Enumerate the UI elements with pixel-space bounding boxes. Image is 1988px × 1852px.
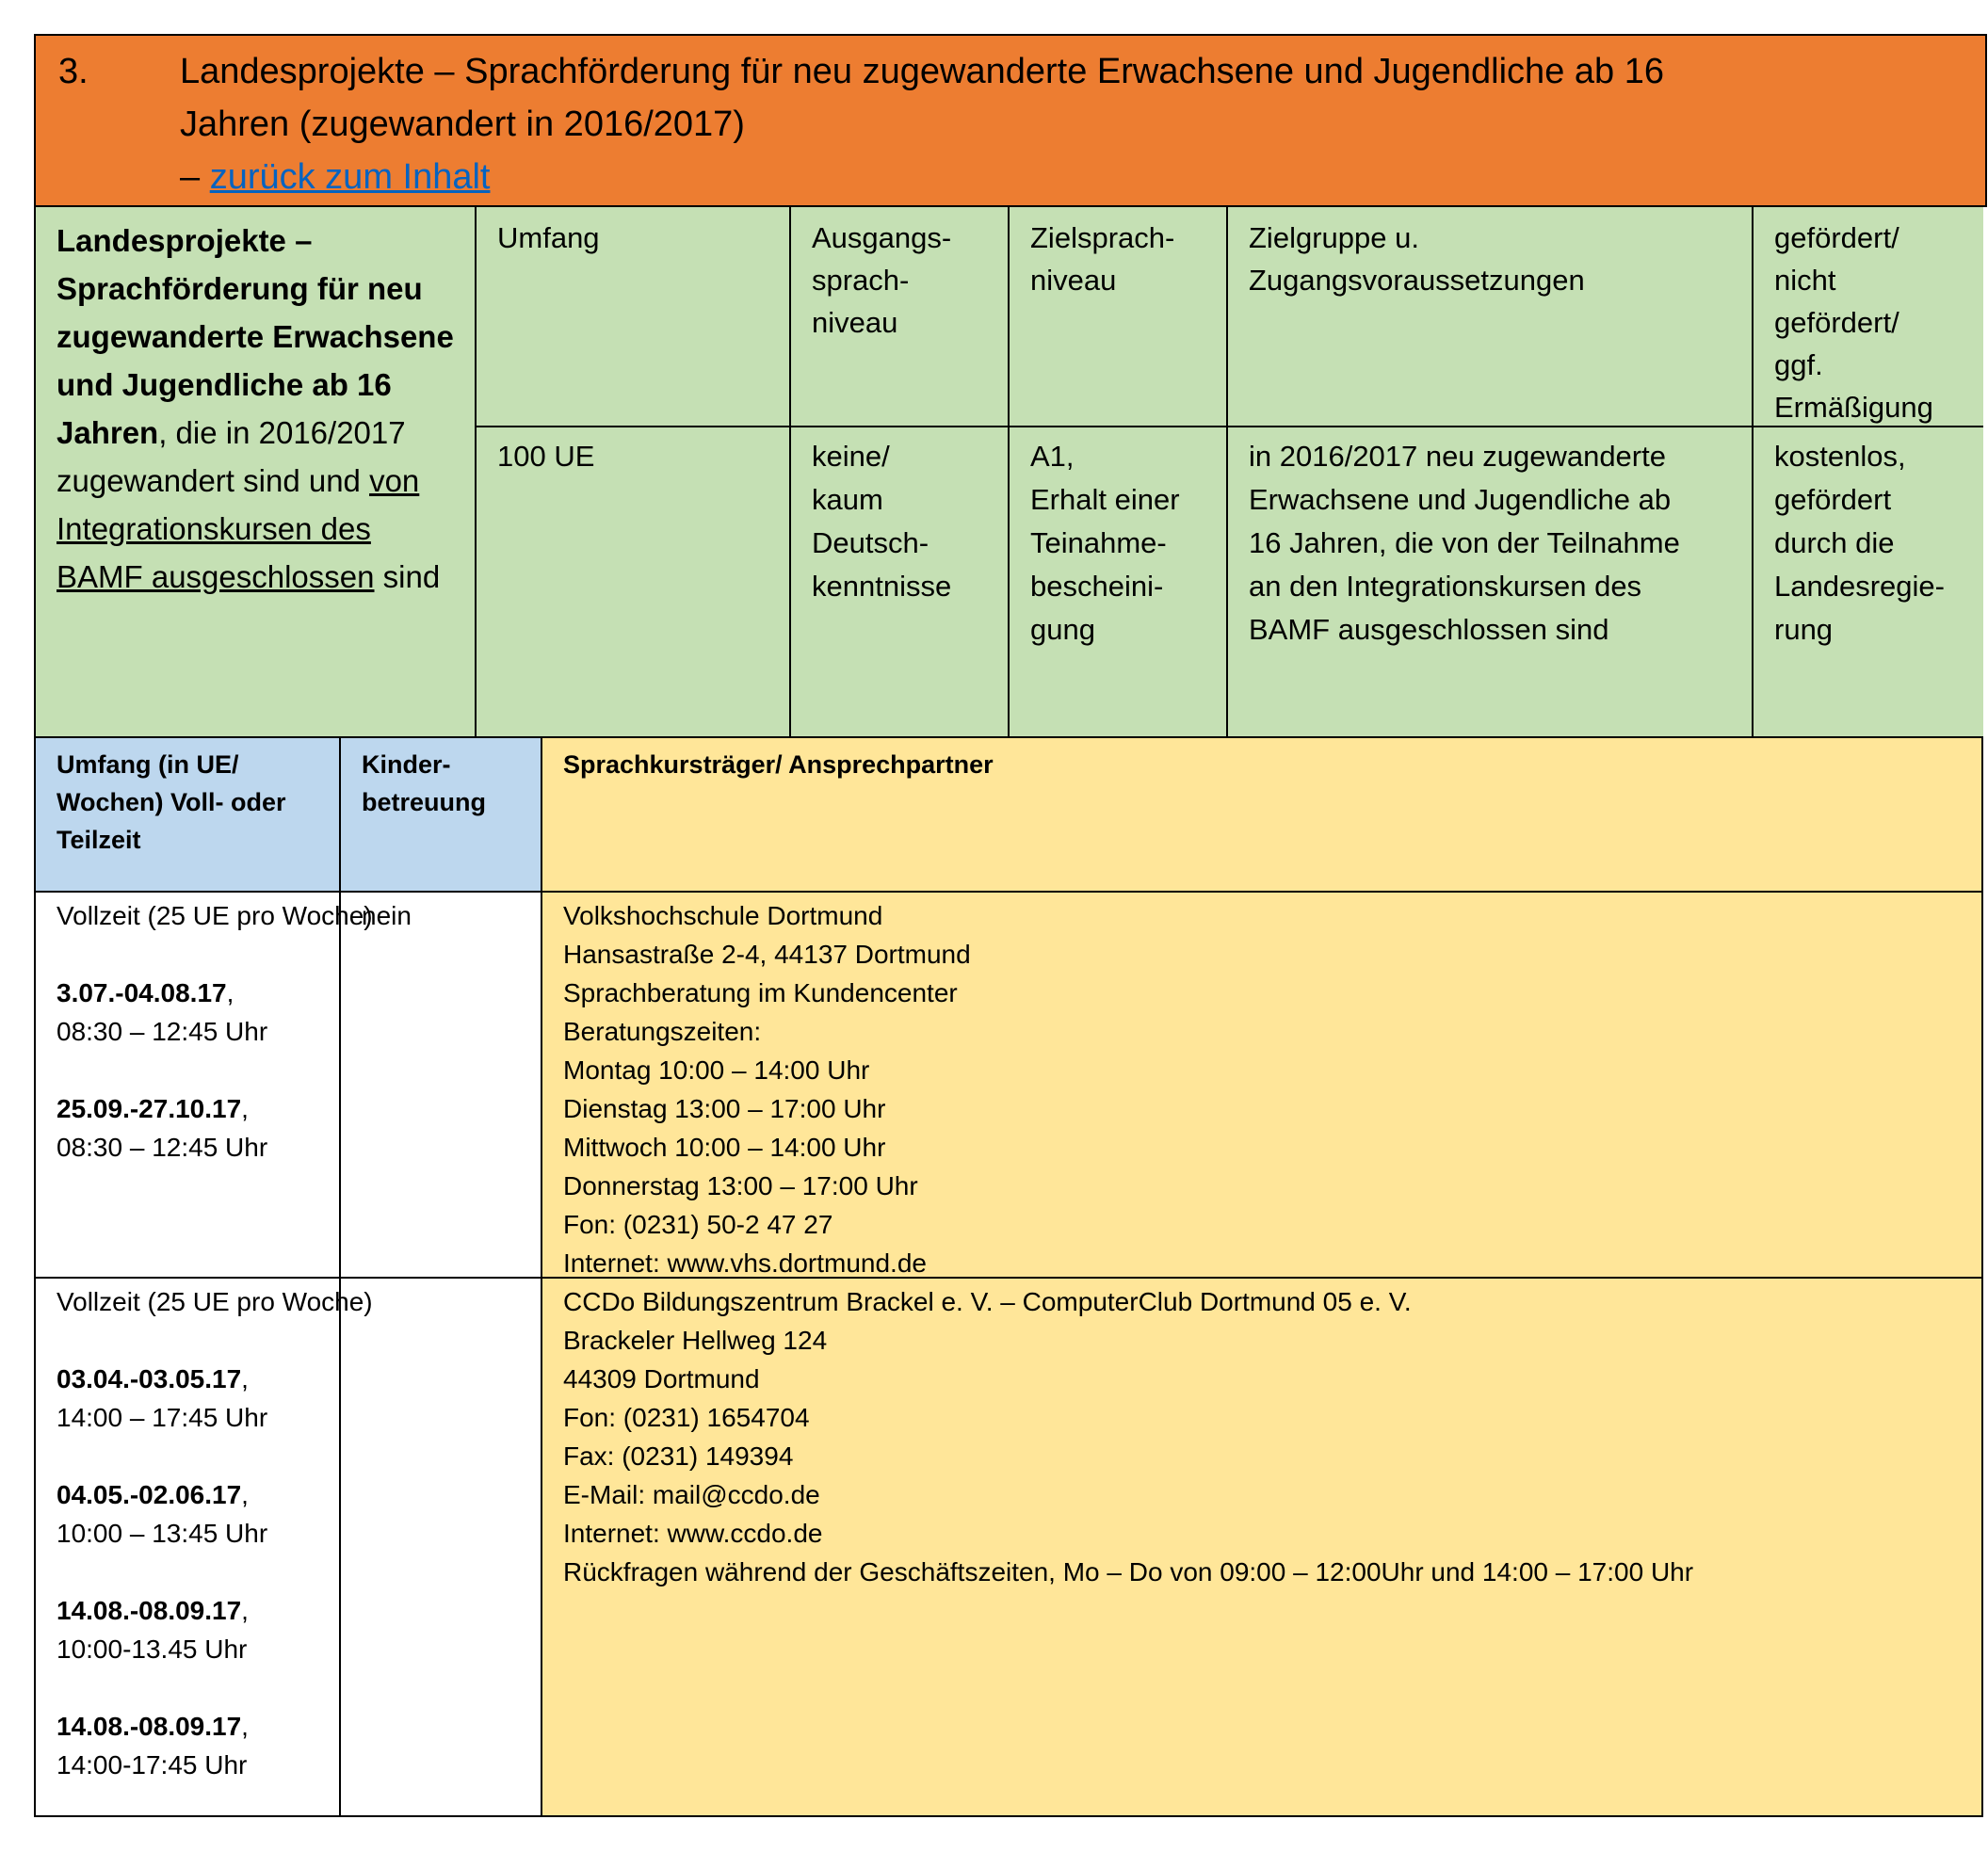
- value-umfang: 100 UE: [477, 427, 791, 736]
- project-description-text: , die in 2016/2017 zugewandert sind und: [57, 415, 406, 498]
- course-row-2-time-4: 14:00-17:45 Uhr: [57, 1750, 248, 1780]
- project-description-underlined: von Integrationskursen des BAMF ausgeschlossen: [57, 463, 420, 594]
- provider-email: E-Mail: mail@ccdo.de: [563, 1480, 820, 1509]
- course-row-2-date-3: 14.08.-08.09.17,: [57, 1596, 249, 1625]
- course-row-1-time-1: 08:30 – 12:45 Uhr: [57, 1017, 268, 1046]
- section-header: [34, 34, 1987, 207]
- provider-website: Internet: www.vhs.dortmund.de: [563, 1248, 927, 1278]
- back-link-row: [180, 151, 1969, 203]
- project-description: [36, 207, 477, 736]
- back-to-contents-link[interactable]: zurück zum Inhalt: [209, 157, 491, 197]
- section-number: 3.: [58, 52, 89, 91]
- section-title-line1: Landesprojekte – Sprachförderung für neu zugewanderte Erwachsene und Jugendliche ab 16: [180, 52, 1664, 91]
- course-row-2-time-3: 10:00-13.45 Uhr: [57, 1635, 248, 1664]
- header-umfang: Umfang: [477, 207, 791, 427]
- provider-line: Volkshochschule Dortmund: [563, 901, 883, 930]
- course-table: [34, 738, 1983, 1817]
- course-row-1-schedule: [36, 893, 373, 1279]
- date-range: 14.08.-08.09.17: [57, 1596, 242, 1625]
- project-description-end: sind: [374, 559, 441, 594]
- provider-line: CCDo Bildungszentrum Brackel e. V. – ComputerClub Dortmund 05 e. V.: [563, 1287, 1412, 1316]
- course-row-2-date-2: 04.05.-02.06.17,: [57, 1480, 249, 1509]
- course-row-2-mode: Vollzeit (25 UE pro Woche): [57, 1287, 373, 1316]
- value-zielniveau: A1, Erhalt einer Teinahme- bescheini- gung: [1010, 427, 1228, 736]
- course-row-1-mode: Vollzeit (25 UE pro Woche): [57, 901, 373, 930]
- section-title: [180, 45, 1969, 203]
- header-sprachkurstraeger: Sprachkursträger/ Ansprechpartner: [542, 738, 1981, 893]
- provider-website: Internet: www.ccdo.de: [563, 1519, 823, 1548]
- course-row-2-time-1: 14:00 – 17:45 Uhr: [57, 1403, 268, 1432]
- course-row-1-childcare: [341, 893, 542, 1279]
- date-range: 3.07.-04.08.17: [57, 978, 227, 1007]
- course-row-1-provider: [542, 893, 1981, 1279]
- course-row-1-date-2: 25.09.-27.10.17,: [57, 1094, 249, 1123]
- provider-line: Fon: (0231) 50-2 47 27: [563, 1210, 833, 1239]
- provider-line: Fax: (0231) 149394: [563, 1441, 794, 1471]
- header-kinderbetreuung: Kinder- betreuung: [341, 738, 542, 893]
- course-row-2-date-4: 14.08.-08.09.17,: [57, 1712, 249, 1741]
- provider-line: Sprachberatung im Kundencenter: [563, 978, 958, 1007]
- course-row-1-date-1: 3.07.-04.08.17,: [57, 978, 234, 1007]
- date-range: 04.05.-02.06.17: [57, 1480, 242, 1509]
- header-course-umfang: Umfang (in UE/ Wochen) Voll- oder Teilzeit: [36, 738, 341, 893]
- provider-line: Mittwoch 10:00 – 14:00 Uhr: [563, 1133, 886, 1162]
- value-zielgruppe: in 2016/2017 neu zugewanderte Erwachsene und Jugendliche ab 16 Jahren, die von der Teilnahme an den Integrationskursen des BAMF ausgeschlossen sind: [1228, 427, 1754, 736]
- project-overview-table: [34, 207, 1983, 738]
- provider-line: Fon: (0231) 1654704: [563, 1403, 810, 1432]
- childcare-value: nein: [362, 901, 412, 930]
- value-foerderung: kostenlos, gefördert durch die Landesregie- rung: [1774, 440, 1945, 646]
- provider-line: Rückfragen während der Geschäftszeiten, Mo – Do von 09:00 – 12:00Uhr und 14:00 – 17:00 Uhr: [563, 1557, 1694, 1586]
- provider-line: Dienstag 13:00 – 17:00 Uhr: [563, 1094, 886, 1123]
- provider-line: Beratungszeiten:: [563, 1017, 762, 1046]
- provider-line: Montag 10:00 – 14:00 Uhr: [563, 1055, 870, 1085]
- section-title-line2: Jahren (zugewandert in 2016/2017): [180, 105, 745, 144]
- course-row-2-time-2: 10:00 – 13:45 Uhr: [57, 1519, 268, 1548]
- header-foerderung: gefördert/ nicht gefördert/ ggf. Ermäßigung: [1754, 207, 1983, 427]
- value-ausgangsniveau: keine/ kaum Deutsch- kenntnisse: [791, 427, 1010, 736]
- course-row-2-provider: [542, 1279, 1981, 1815]
- header-ausgangsniveau: Ausgangs- sprach- niveau: [791, 207, 1010, 427]
- date-range: 03.04.-03.05.17: [57, 1364, 242, 1393]
- header-zielniveau: Zielsprach- niveau: [1010, 207, 1228, 427]
- course-row-2-childcare: [341, 1279, 542, 1815]
- project-description-bold: Landesprojekte – Sprachförderung für neu zugewanderte Erwachsene und Jugendliche ab 16 Jahren: [57, 223, 454, 450]
- date-range: 14.08.-08.09.17: [57, 1712, 242, 1741]
- provider-line: Hansastraße 2-4, 44137 Dortmund: [563, 940, 971, 969]
- provider-line: Donnerstag 13:00 – 17:00 Uhr: [563, 1171, 918, 1200]
- back-link-prefix: –: [180, 157, 210, 197]
- provider-line: 44309 Dortmund: [563, 1364, 760, 1393]
- date-range: 25.09.-27.10.17: [57, 1094, 242, 1123]
- course-row-2-date-1: 03.04.-03.05.17,: [57, 1364, 249, 1393]
- provider-line: Brackeler Hellweg 124: [563, 1326, 828, 1355]
- header-zielgruppe: Zielgruppe u. Zugangsvoraussetzungen: [1228, 207, 1754, 427]
- course-row-2-schedule: [36, 1279, 373, 1815]
- course-row-1-time-2: 08:30 – 12:45 Uhr: [57, 1133, 268, 1162]
